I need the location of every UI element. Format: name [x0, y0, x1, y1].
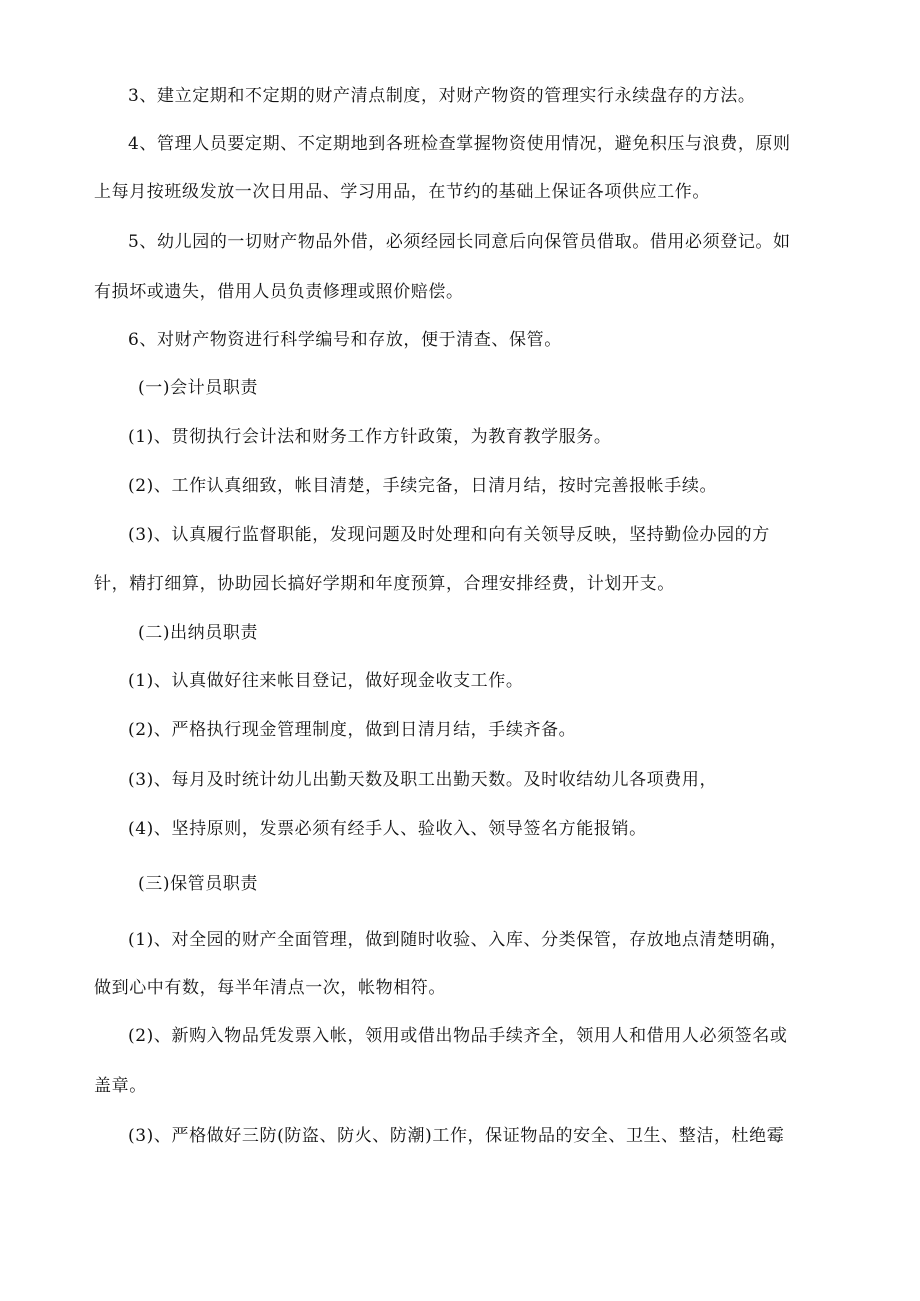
custodian-item-2-line-1: (2)、新购入物品凭发票入帐，领用或借出物品手续齐全，领用人和借用人必须签名或	[128, 1026, 788, 1046]
cashier-item-2: (2)、严格执行现金管理制度，做到日清月结，手续齐备。	[128, 720, 577, 740]
accountant-item-3-line-1: (3)、认真履行监督职能，发现问题及时处理和向有关领导反映，坚持勤俭办园的方	[128, 525, 770, 545]
section-heading-accountant: (一)会计员职责	[138, 378, 259, 398]
cashier-item-3: (3)、每月及时统计幼儿出勤天数及职工出勤天数。及时收结幼儿各项费用，	[128, 770, 718, 790]
paragraph-4-line-1: 4、管理人员要定期、不定期地到各班检查掌握物资使用情况，避免积压与浪费，原则	[128, 134, 791, 154]
custodian-item-3-line-1: (3)、严格做好三防(防盗、防火、防潮)工作，保证物品的安全、卫生、整洁，杜绝霉	[128, 1126, 785, 1146]
paragraph-6-line-1: 6、对财产物资进行科学编号和存放，便于清查、保管。	[128, 330, 562, 350]
paragraph-4-line-2: 上每月按班级发放一次日用品、学习用品，在节约的基础上保证各项供应工作。	[94, 182, 710, 202]
accountant-item-2: (2)、工作认真细致，帐目清楚，手续完备，日清月结，按时完善报帐手续。	[128, 476, 718, 496]
accountant-item-1: (1)、贯彻执行会计法和财务工作方针政策，为教育教学服务。	[128, 427, 612, 447]
paragraph-5-line-2: 有损坏或遗失，借用人员负责修理或照价赔偿。	[94, 282, 464, 302]
cashier-item-4: (4)、坚持原则，发票必须有经手人、验收入、领导签名方能报销。	[128, 819, 647, 839]
paragraph-5-line-1: 5、幼儿园的一切财产物品外借，必须经园长同意后向保管员借取。借用必须登记。如	[128, 232, 791, 252]
cashier-item-1: (1)、认真做好往来帐目登记，做好现金收支工作。	[128, 671, 524, 691]
accountant-item-3-line-2: 针，精打细算，协助园长搞好学期和年度预算，合理安排经费，计划开支。	[94, 574, 675, 594]
custodian-item-2-line-2: 盖章。	[94, 1076, 147, 1096]
section-heading-custodian: (三)保管员职责	[138, 874, 259, 894]
custodian-item-1-line-2: 做到心中有数，每半年清点一次，帐物相符。	[94, 978, 446, 998]
custodian-item-1-line-1: (1)、对全园的财产全面管理，做到随时收验、入库、分类保管，存放地点清楚明确，	[128, 930, 788, 950]
paragraph-3-line-1: 3、建立定期和不定期的财产清点制度，对财产物资的管理实行永续盘存的方法。	[128, 86, 756, 106]
section-heading-cashier: (二)出纳员职责	[138, 623, 259, 643]
